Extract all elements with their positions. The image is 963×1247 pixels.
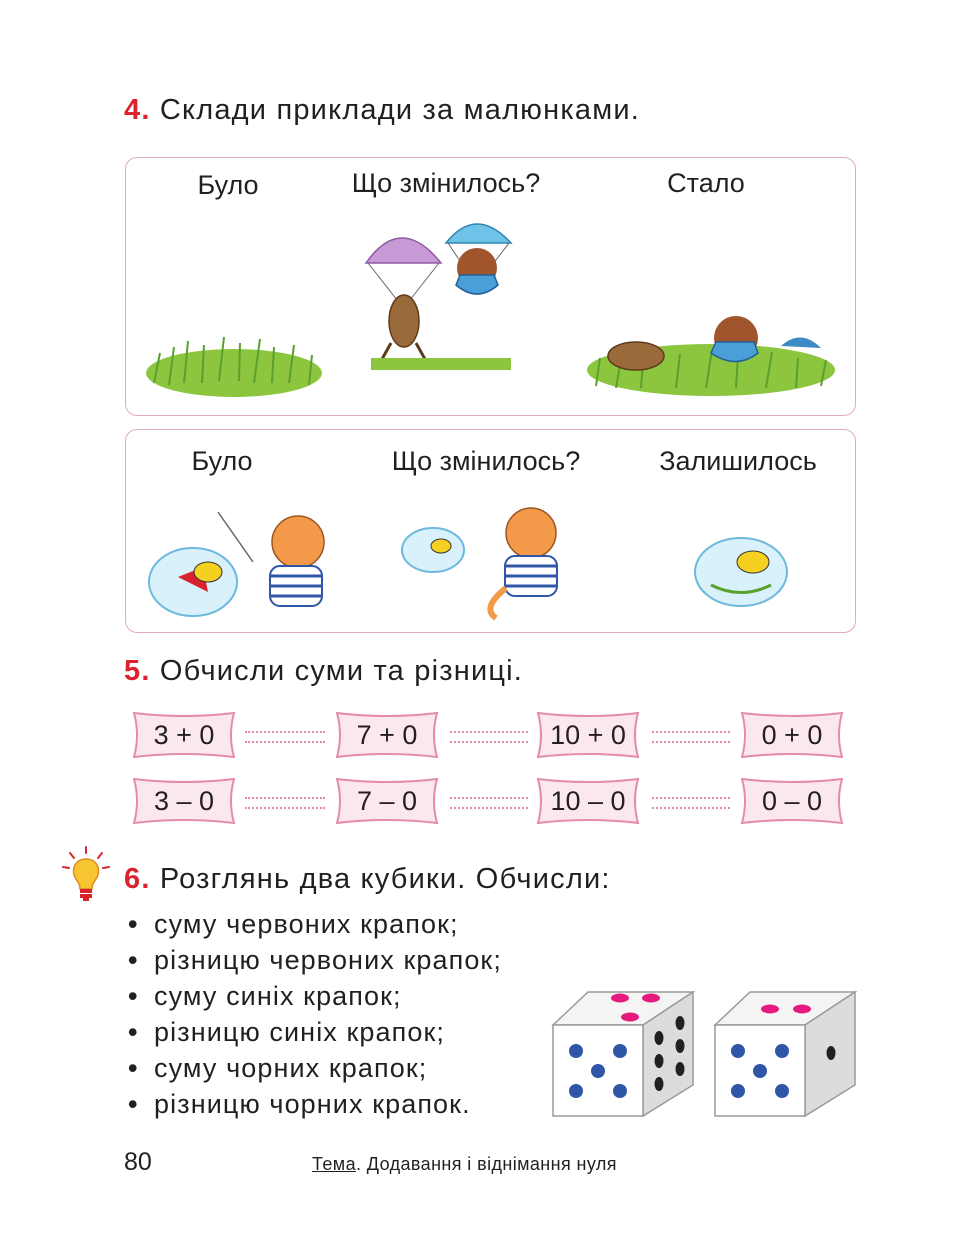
expression-card [738,710,846,760]
page-number: 80 [124,1148,152,1176]
answer-dots [245,807,325,809]
label-changed: Що змінилось? [391,446,581,476]
answer-dots [450,807,528,809]
dice-2 [712,990,858,1120]
label-bulo: Було [191,446,253,476]
cat-carrying-fishbowl-illustration [401,498,581,623]
task-5-title [124,655,523,688]
expression-text: 10 – 0 [550,786,626,816]
expression-card [333,710,441,760]
label-zalyshylos: Залишилось [659,446,817,476]
task-4-number: 4. [124,94,151,126]
expression-text: 0 – 0 [761,786,823,816]
expression-text: 7 – 0 [356,786,418,816]
list-item: • суму чорних крапок; [128,1053,428,1083]
label-changed: Що змінилось? [351,168,541,198]
task-4-title [124,94,640,127]
list-item: • суму синіх крапок; [128,981,402,1011]
dice-1 [550,990,696,1120]
label-stalo: Стало [667,168,745,198]
lightbulb-icon [60,845,112,903]
task-6-title [124,863,611,896]
task-5-text: Обчисли суми та різниці. [159,655,524,687]
list-item: • суму червоних крапок; [128,909,459,939]
label-bulo: Було [197,170,259,200]
black-dots [827,1046,836,1060]
answer-dots [450,741,528,743]
expression-text: 3 – 0 [153,786,215,816]
expression-text: 10 + 0 [550,720,626,750]
landed-characters-illustration [586,298,836,398]
answer-dots [652,797,730,799]
fishbowl-illustration [691,530,791,610]
task-4-panel-fishing [125,429,856,633]
expression-text: 7 + 0 [356,720,418,750]
expression-card [534,710,642,760]
answer-dots [450,797,528,799]
expression-card [130,776,238,826]
task-4-panel-parachutes [125,157,856,416]
answer-dots [652,807,730,809]
task-4-text: Склади приклади за малюнками. [159,94,640,126]
cat-with-fishbowl-illustration [148,502,348,622]
answer-dots [652,731,730,733]
expression-card [534,776,642,826]
list-item: • різницю чорних крапок. [128,1089,471,1119]
task-5-number: 5. [124,655,151,687]
expression-card [738,776,846,826]
footer-topic-text: . Додавання і віднімання нуля [355,1154,617,1174]
task-6-number: 6. [124,863,151,895]
expression-text: 3 + 0 [153,720,215,750]
expression-card [130,710,238,760]
footer-topic-label: Тема [312,1154,356,1174]
answer-dots [245,731,325,733]
expression-card [333,776,441,826]
task-6-text: Розглянь два кубики. Обчисли: [159,863,611,895]
footer-topic [312,1154,617,1175]
answer-dots [652,741,730,743]
answer-dots [245,741,325,743]
parachuting-characters-illustration [356,213,531,373]
list-item: • різницю синіх крапок; [128,1017,445,1047]
grass-illustration [144,323,324,398]
list-item: • різницю червоних крапок; [128,945,502,975]
expression-text: 0 + 0 [761,720,823,750]
answer-dots [245,797,325,799]
answer-dots [450,731,528,733]
